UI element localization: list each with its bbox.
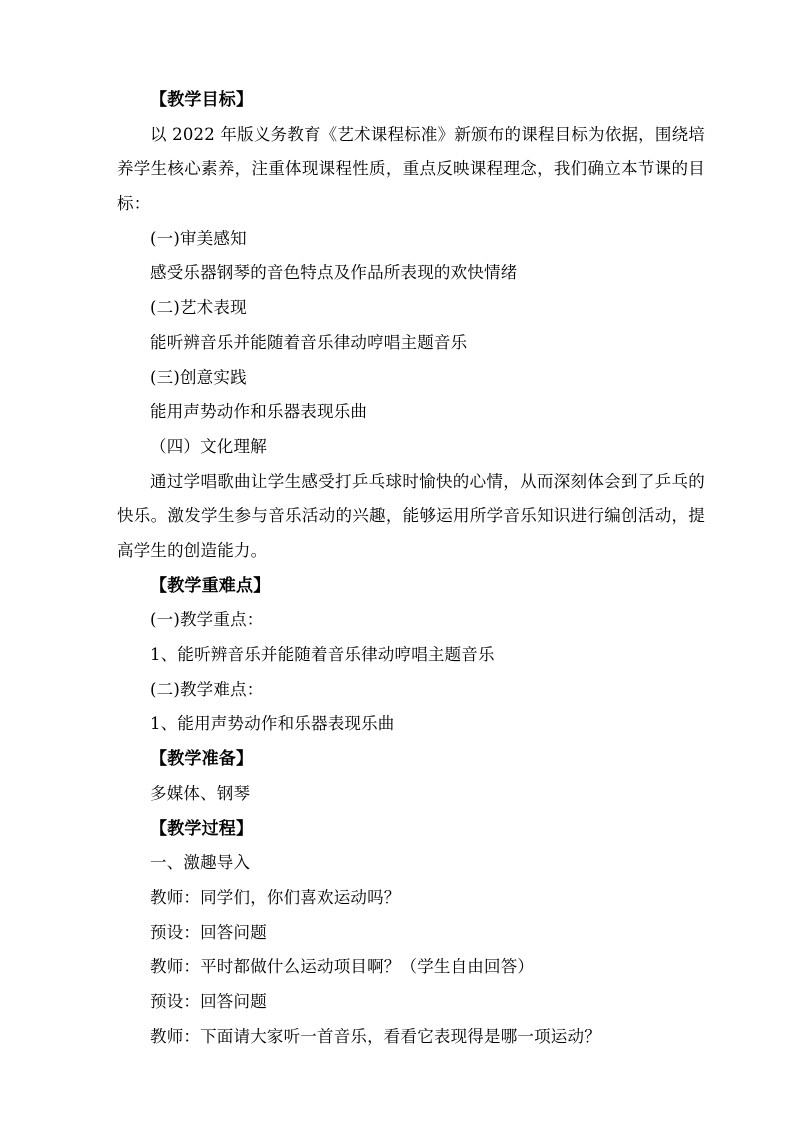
goal1-text: 感受乐器钢琴的音色特点及作品所表现的欢快情绪	[150, 263, 518, 283]
goal3-title: (三)创意实践	[150, 367, 247, 387]
key-point-title: (一)教学重点：	[150, 610, 264, 630]
prep-heading: 【教学准备】	[150, 749, 254, 770]
dialog-line: 教师：下面请大家听一首音乐，看看它表现得是哪一项运动？	[150, 1026, 601, 1046]
goal4-text: 通过学唱歌曲让学生感受打乒乓球时愉快的心情，从而深刻体会到了乒乓的快乐。激发学生参与音乐活动的兴趣，能够运用所学音乐知识进行编创活动，提高学生的创造能力。	[117, 471, 705, 561]
document-body	[117, 83, 705, 1054]
prep-text: 多媒体、钢琴	[150, 783, 251, 803]
goal1-title: (一)审美感知	[150, 228, 247, 248]
process-heading: 【教学过程】	[150, 818, 254, 839]
dialog-line: 教师：平时都做什么运动项目啊？（学生自由回答）	[150, 957, 535, 977]
process-step1: 一、激趣导入	[150, 853, 251, 873]
goal2-text: 能听辨音乐并能随着音乐律动哼唱主题音乐	[150, 332, 468, 352]
key-heading: 【教学重难点】	[150, 575, 271, 596]
dialog-line: 预设：回答问题	[150, 991, 267, 1011]
goal4-title: （四）文化理解	[150, 436, 267, 456]
goal3-text: 能用声势动作和乐器表现乐曲	[150, 402, 368, 422]
goal2-title: (二)艺术表现	[150, 298, 247, 318]
difficulty-item: 1、能用声势动作和乐器表现乐曲	[150, 714, 395, 734]
goals-heading: 【教学目标】	[150, 90, 254, 110]
difficulty-title: (二)教学难点：	[150, 679, 264, 699]
key-point-item: 1、能听辨音乐并能随着音乐律动哼唱主题音乐	[150, 645, 495, 665]
dialog-line: 预设：回答问题	[150, 922, 267, 942]
dialog-line: 教师：同学们，你们喜欢运动吗？	[150, 887, 401, 907]
goals-intro: 以 2022 年版义务教育《艺术课程标准》新颁布的课程目标为依据，围绕培养学生核心素养，注重体现课程性质，重点反映课程理念，我们确立本节课的目标：	[117, 124, 705, 214]
